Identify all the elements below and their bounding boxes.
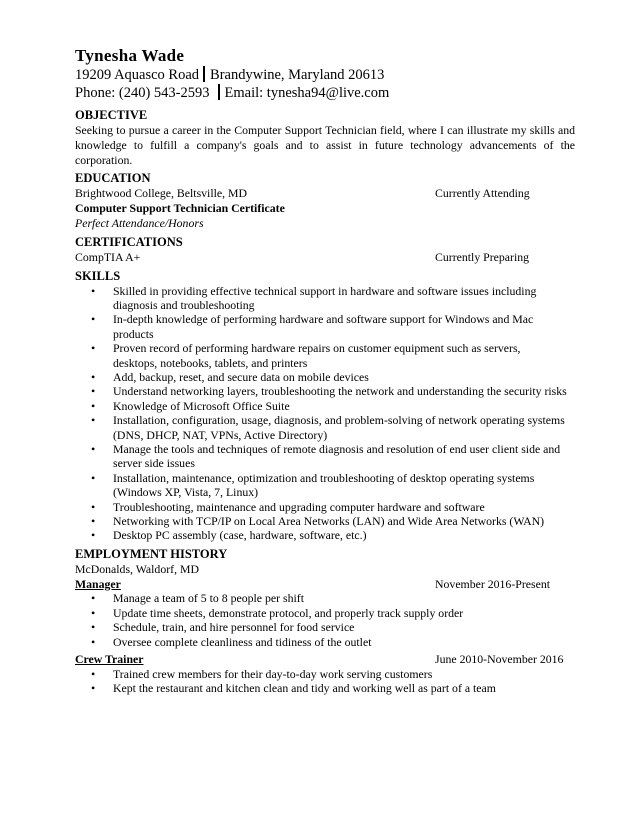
education-status: Currently Attending — [435, 186, 530, 201]
list-item: • Proven record of performing hardware repairs on customer equipment such as servers, desktops, notebooks, tablets, and printers — [113, 341, 575, 370]
resume-header — [75, 46, 575, 102]
objective-section — [75, 108, 575, 167]
certification-row — [75, 250, 575, 265]
skills-section — [75, 269, 575, 543]
job-dates: November 2016-Present — [435, 576, 550, 591]
certification-status: Currently Preparing — [435, 249, 530, 264]
employment-section — [75, 547, 575, 696]
list-item: • In-depth knowledge of performing hardware and software support for Windows and Mac products — [113, 312, 575, 341]
school-name: Brightwood College, Beltsville, MD — [75, 186, 248, 201]
email: Email: tynesha94@live.com — [224, 85, 390, 101]
list-item: • Update time sheets, demonstrate protocol, and properly track supply order — [113, 606, 575, 620]
education-section — [75, 171, 575, 230]
list-item: • Manage a team of 5 to 8 people per shift — [113, 591, 575, 605]
list-item: • Manage the tools and techniques of remote diagnosis and resolution of end user client side and server side issues — [113, 442, 575, 471]
list-item: • Installation, configuration, usage, diagnosis, and problem-solving of network operating systems (DNS, DHCP, NAT, VPNs, Active Directory) — [113, 413, 575, 442]
list-item: • Skilled in providing effective technical support in hardware and software issues including diagnosis and troubleshooting — [113, 284, 575, 313]
list-item: • Schedule, train, and hire personnel for food service — [113, 620, 575, 634]
job-title: Crew Trainer — [75, 652, 144, 667]
phone: Phone: (240) 543-2593 — [75, 85, 210, 101]
skills-list — [75, 284, 575, 543]
certificate-name: Computer Support Technician Certificate — [75, 201, 285, 216]
contact-line — [75, 84, 575, 102]
objective-text: Seeking to pursue a career in the Computer Support Technician field, where I can illustrate my skills and knowledge to fulfill a company's goals and to assist in future technology advancements of the corporation. — [75, 123, 575, 167]
candidate-name: Tynesha Wade — [75, 46, 185, 65]
job-row-crew-trainer — [75, 652, 575, 667]
job-row-manager — [75, 577, 575, 592]
divider — [218, 84, 220, 100]
list-item: • Troubleshooting, maintenance and upgrading computer hardware and software — [113, 500, 575, 514]
address-city: Brandywine, Maryland 20613 — [210, 67, 385, 83]
employment-heading: EMPLOYMENT HISTORY — [75, 546, 228, 561]
list-item: • Kept the restaurant and kitchen clean and tidy and working well as part of a team — [113, 681, 575, 695]
job-dates: June 2010-November 2016 — [435, 652, 564, 667]
certifications-section — [75, 235, 575, 265]
list-item: • Knowledge of Microsoft Office Suite — [113, 399, 575, 413]
list-item: • Understand networking layers, troubleshooting the network and understanding the security risks — [113, 384, 575, 398]
list-item: • Oversee complete cleanliness and tidiness of the outlet — [113, 635, 575, 649]
list-item: • Desktop PC assembly (case, hardware, software, etc.) — [113, 528, 575, 542]
list-item: • Add, backup, reset, and secure data on mobile devices — [113, 370, 575, 384]
skills-heading: SKILLS — [75, 268, 121, 283]
employer-name: McDonalds, Waldorf, MD — [75, 561, 199, 576]
certifications-heading: CERTIFICATIONS — [75, 234, 183, 249]
honors: Perfect Attendance/Honors — [75, 215, 204, 230]
objective-heading: OBJECTIVE — [75, 108, 148, 122]
crew-trainer-duties-list — [75, 667, 575, 696]
divider — [203, 66, 205, 82]
list-item: • Trained crew members for their day-to-day work serving customers — [113, 667, 575, 681]
list-item: • Networking with TCP/IP on Local Area Networks (LAN) and Wide Area Networks (WAN) — [113, 514, 575, 528]
education-heading: EDUCATION — [75, 171, 151, 186]
education-row — [75, 186, 575, 201]
resume-page — [75, 46, 575, 696]
job-title: Manager — [75, 576, 121, 591]
certification-name: CompTIA A+ — [75, 249, 141, 264]
list-item: • Installation, maintenance, optimization and troubleshooting of desktop operating systems (Windows XP, Vista, 7, Linux) — [113, 471, 575, 500]
manager-duties-list — [75, 591, 575, 649]
address-street: 19209 Aquasco Road — [75, 67, 200, 83]
address-line — [75, 66, 575, 84]
